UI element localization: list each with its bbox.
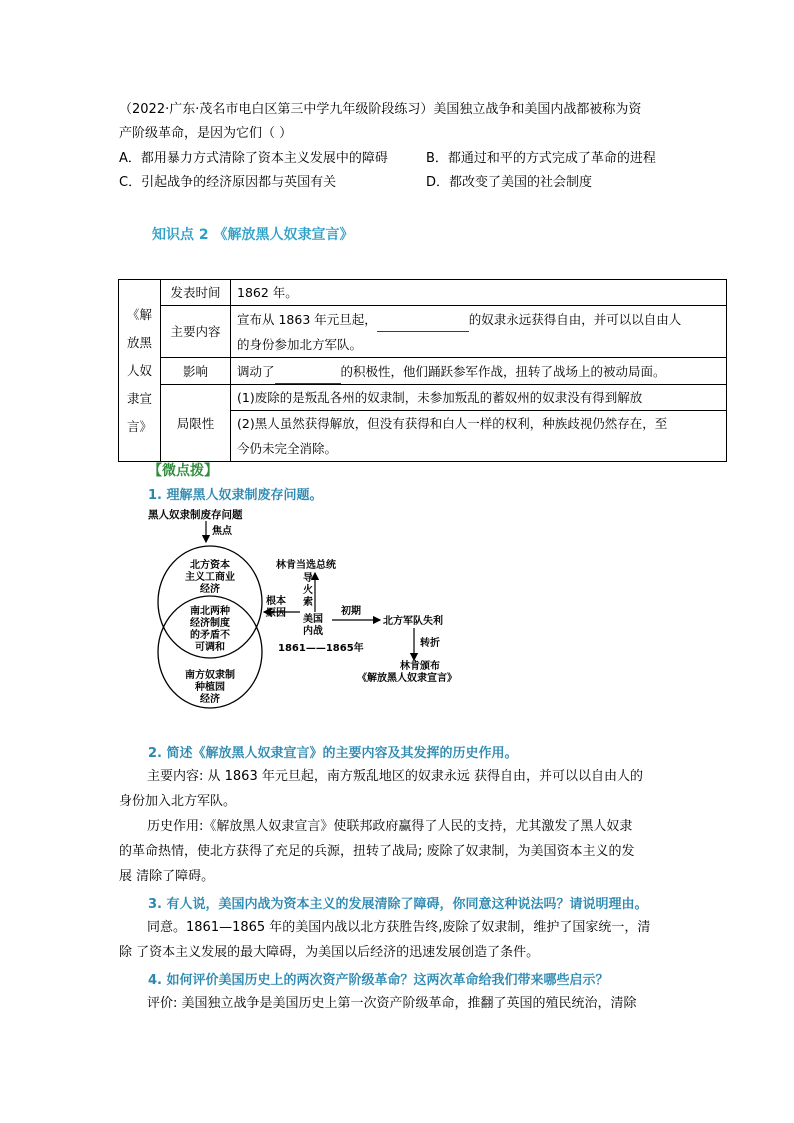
conflict-1: 南北两种 — [190, 606, 230, 617]
root-2: 原因 — [266, 608, 286, 619]
option-d: D．都改变了美国的社会制度 — [426, 175, 593, 190]
limit-1: (1)废除的是叛乱各州的奴隶制，未参加叛乱的蓄奴州的奴隶没有得到解放 — [231, 385, 727, 411]
content-post: 的奴隶永远获得自由，并可以以自由人 — [468, 312, 682, 327]
option-b: B．都通过和平的方式完成了革命的进程 — [426, 151, 656, 166]
point3-l2: 除 了资本主义发展的最大障碍，为美国以后经济的迅速发展创造了条件。 — [119, 945, 540, 960]
root-1: 根本 — [266, 596, 286, 607]
influence-post: 的积极性，他们踊跃参军作战，扭转了战场上的被动局面。 — [340, 364, 666, 379]
conflict-2: 经济制度 — [190, 618, 230, 629]
point3-title: 3. 有人说，美国内战为资本主义的发展清除了障碍，你同意这种说法吗？请说明理由。 — [148, 897, 648, 912]
point4-l1: 评价: 美国独立战争是美国历史上第一次资产阶级革命，推翻了英国的殖民统治，清除 — [147, 996, 637, 1011]
content-pre: 宣布从 1863 年元旦起， — [237, 312, 377, 327]
table-title-cell: 《解放黑人奴隶宣言》 — [119, 280, 161, 462]
point2-p2-l3: 展 清除了障碍。 — [119, 869, 215, 884]
option-a: A．都用暴力方式清除了资本主义发展中的障碍 — [119, 151, 388, 166]
option-c: C．引起战争的经济原因都与英国有关 — [119, 175, 337, 190]
point2-p2-l1: 历史作用:《解放黑人奴隶宣言》使联邦政府赢得了人民的支持，尤其激发了黑人奴隶 — [147, 819, 633, 834]
content-key: 主要内容 — [161, 306, 231, 358]
war-2: 内战 — [303, 626, 323, 637]
fuse-2: 火 — [303, 585, 313, 596]
section-title: 知识点 2 《解放黑人奴隶宣言》 — [152, 227, 354, 243]
question-line-1: （2022·广东·茂名市电白区第三中学九年级阶段练习）美国独立战争和美国内战都被称为资 — [119, 102, 642, 117]
war-1: 美国 — [303, 614, 323, 625]
point1-title: 1. 理解黑人奴隶制废存问题。 — [148, 488, 323, 503]
point2-title: 2. 简述《解放黑人奴隶宣言》的主要内容及其发挥的历史作用。 — [148, 746, 518, 761]
proclaim-2: 《解放黑人奴隶宣言》 — [357, 673, 457, 684]
limit-key: 局限性 — [161, 385, 231, 462]
limit-2b: 今仍未完全消除。 — [237, 441, 338, 456]
south-1: 南方奴隶制 — [185, 670, 235, 681]
fuse-1: 导 — [303, 573, 313, 584]
conflict-3: 的矛盾不 — [190, 630, 230, 641]
north-1: 北方资本 — [190, 560, 230, 571]
south-2: 种植园 — [195, 682, 225, 693]
limit-2a: (2)黑人虽然获得解放，但没有获得和白人一样的权利，种族歧视仍然存在，至 — [237, 416, 668, 431]
focus-label: 焦点 — [212, 526, 232, 537]
influence-key: 影响 — [161, 358, 231, 385]
turn-label: 转折 — [420, 638, 440, 649]
north-3: 经济 — [200, 584, 220, 595]
north-defeat: 北方军队失利 — [383, 616, 443, 627]
south-3: 经济 — [200, 694, 220, 705]
proclaim-1: 林肯颁布 — [400, 661, 440, 672]
conflict-4: 可调和 — [195, 642, 225, 653]
early-label: 初期 — [341, 606, 361, 617]
content-line2: 的身份参加北方军队。 — [237, 337, 363, 352]
time-value: 1862 年。 — [231, 280, 727, 306]
lincoln-elected: 林肯当选总统 — [276, 560, 336, 571]
fuse-3: 索 — [303, 597, 313, 608]
influence-pre: 调动了 — [237, 364, 275, 379]
micro-title: 【微点拨】 — [148, 463, 218, 479]
question-line-2: 产阶级革命，是因为它们（ ） — [119, 126, 293, 141]
point4-title: 4. 如何评价美国历史上的两次资产阶级革命？这两次革命给我们带来哪些启示？ — [148, 973, 609, 988]
point2-p2-l2: 的革命热情，使北方获得了充足的兵源，扭转了战局; 废除了奴隶制，为美国资本主义的发 — [119, 844, 635, 859]
point2-p1-l1: 主要内容: 从 1863 年元旦起，南方叛乱地区的奴隶永远 获得自由，并可以以自由人的 — [147, 769, 643, 784]
north-2: 主义工商业 — [185, 572, 235, 583]
time-key: 发表时间 — [161, 280, 231, 306]
diagram-top-label: 黑人奴隶制废存问题 — [148, 509, 243, 521]
point3-l1: 同意。1861—1865 年的美国内战以北方获胜告终,废除了奴隶制，维护了国家统一，清 — [147, 920, 651, 935]
war-years: 1861——1865年 — [278, 643, 364, 654]
point2-p1-l2: 身份加入北方军队。 — [119, 794, 237, 809]
